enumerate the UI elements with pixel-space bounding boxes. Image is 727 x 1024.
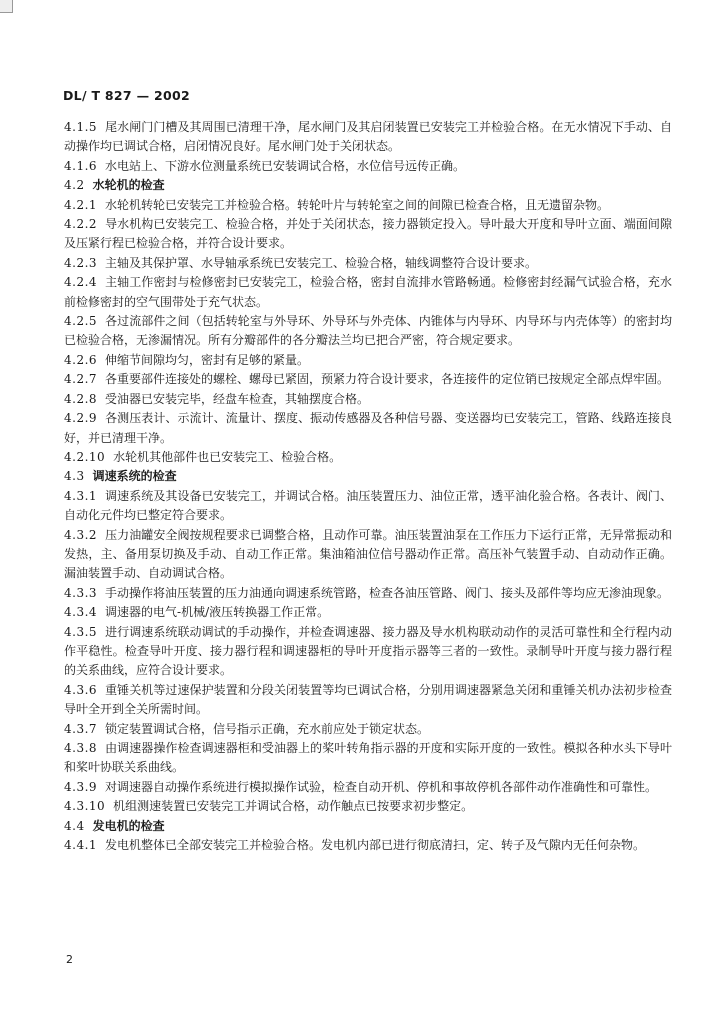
clause-text: 锁定装置调试合格，信号指示正确，充水前应处于锁定状态。 [105, 721, 430, 736]
clause-number: 4.3.4 [64, 605, 98, 620]
clause-paragraph [64, 390, 672, 409]
clause-paragraph [64, 273, 672, 312]
clause-text: 各重要部件连接处的螺栓、螺母已紧固，预紧力符合设计要求，各连接件的定位销已按规定全部点焊牢固。 [105, 372, 670, 387]
clause-number: 4.3.3 [64, 585, 98, 600]
clause-paragraph [64, 526, 672, 584]
clause-text: 水轮机其他部件也已安装完工、检验合格。 [113, 449, 342, 464]
clause-text: 对调速器自动操作系统进行模拟操作试验，检查自动开机、停机和事故停机各部件动作准确性和可靠性。 [105, 779, 658, 794]
section-title: 调速系统的检查 [92, 469, 177, 484]
clause-paragraph [64, 370, 672, 389]
clause-text: 调速器的电气-机械/液压转换器工作正常。 [105, 605, 330, 620]
clause-paragraph [64, 681, 672, 720]
clause-paragraph [64, 487, 672, 526]
clause-number: 4.3.6 [64, 682, 98, 697]
clause-text: 导水机构已安装完工、检验合格，并处于关闭状态，接力器锁定投入。导叶最大开度和导叶立面、端面间隙及压紧行程已检验合格，并符合设计要求。 [64, 217, 672, 251]
section-title: 水轮机的检查 [92, 178, 165, 193]
clause-paragraph [64, 603, 672, 622]
section-heading [64, 176, 672, 195]
clause-paragraph [64, 196, 672, 215]
section-heading [64, 467, 672, 486]
clause-paragraph [64, 623, 672, 681]
clause-paragraph [64, 836, 672, 855]
clause-number: 4.2.8 [64, 391, 98, 406]
clause-number: 4.3 [64, 469, 85, 484]
clause-text: 伸缩节间隙均匀，密封有足够的紧量。 [105, 352, 310, 367]
clause-number: 4.2 [64, 178, 85, 193]
clause-text: 各测压表计、示流计、流量计、摆度、振动传感器及各种信号器、变送器均已安装完工，管路、线路连接良好，并已清理干净。 [64, 411, 672, 445]
clause-text: 手动操作将油压装置的压力油通向调速系统管路，检查各油压管路、阀门、接头及部件等均应无渗油现象。 [105, 585, 670, 600]
document-body [64, 118, 672, 855]
clause-text: 由调速器操作检查调速器柜和受油器上的桨叶转角指示器的开度和实际开度的一致性。模拟各种水头下导叶和桨叶协联关系曲线。 [64, 741, 672, 775]
clause-number: 4.3.1 [64, 488, 98, 503]
clause-paragraph [64, 409, 672, 448]
clause-number: 4.2.2 [64, 217, 98, 232]
clause-number: 4.4.1 [64, 838, 98, 853]
clause-number: 4.3.10 [64, 799, 106, 814]
clause-paragraph [64, 778, 672, 797]
clause-text: 水轮机转轮已安装完工并检验合格。转轮叶片与转轮室之间的间隙已检查合格，且无遗留杂物。 [105, 197, 610, 212]
clause-paragraph [64, 351, 672, 370]
clause-text: 尾水闸门门槽及其周围已清理干净，尾水闸门及其启闭装置已安装完工并检验合格。在无水情况下手动、自动操作均已调试合格，启闭情况良好。尾水闸门处于关闭状态。 [64, 120, 672, 154]
clause-number: 4.1.6 [64, 158, 98, 173]
clause-number: 4.2.6 [64, 352, 98, 367]
clause-number: 4.3.7 [64, 721, 98, 736]
clause-number: 4.2.3 [64, 255, 98, 270]
clause-number: 4.2.5 [64, 314, 98, 329]
clause-paragraph [64, 584, 672, 603]
clause-paragraph [64, 312, 672, 351]
clause-text: 调速系统及其设备已安装完工，并调试合格。油压装置压力、油位正常，透平油化验合格。各表计、阀门、自动化元件均已整定符合要求。 [64, 488, 672, 523]
clause-text: 各过流部件之间（包括转轮室与外导环、外导环与外壳体、内锥体与内导环、内导环与内壳体等）的密封均已检验合格，无渗漏情况。所有分瓣部件的各分瓣法兰均已把合严密，符合规定要求。 [64, 314, 672, 348]
page-number: 2 [66, 953, 73, 966]
scan-corner-mark [0, 0, 13, 13]
clause-paragraph [64, 797, 672, 816]
clause-text: 水电站上、下游水位测量系统已安装调试合格，水位信号远传正确。 [105, 158, 466, 173]
clause-number: 4.2.1 [64, 197, 98, 212]
clause-paragraph [64, 215, 672, 254]
clause-text: 重锤关机等过速保护装置和分段关闭装置等均已调试合格，分别用调速器紧急关闭和重锤关机办法初步检查导叶全开到全关所需时间。 [64, 682, 672, 717]
clause-number: 4.3.5 [64, 624, 98, 639]
clause-text: 进行调速系统联动调试的手动操作，并检查调速器、接力器及导水机构联动动作的灵活可靠性和全行程内动作平稳性。检查导叶开度、接力器行程和调速器柜的导叶开度指示器等三者的一致性。录制导叶开度与接力器行程的关系曲线，应符合设计要求。 [64, 624, 672, 678]
clause-number: 4.2.4 [64, 275, 98, 290]
clause-number: 4.2.9 [64, 411, 98, 426]
clause-paragraph [64, 448, 672, 467]
clause-paragraph [64, 118, 672, 157]
clause-paragraph [64, 157, 672, 176]
clause-paragraph [64, 720, 672, 739]
clause-text: 受油器已安装完毕，经盘车检查，其轴摆度合格。 [105, 391, 370, 406]
clause-number: 4.2.10 [64, 449, 106, 464]
document-code-header: DL/ T 827 — 2002 [63, 88, 191, 103]
clause-number: 4.3.9 [64, 779, 98, 794]
clause-text: 主轴及其保护罩、水导轴承系统已安装完工、检验合格，轴线调整符合设计要求。 [105, 255, 538, 270]
section-heading [64, 817, 672, 836]
clause-paragraph [64, 739, 672, 778]
clause-number: 4.3.2 [64, 527, 98, 542]
clause-paragraph [64, 254, 672, 273]
clause-number: 4.4 [64, 818, 85, 833]
clause-text: 主轴工作密封与检修密封已安装完工，检验合格，密封自流排水管路畅通。检修密封经漏气试验合格，充水前检修密封的空气围带处于充气状态。 [64, 275, 672, 309]
clause-number: 4.2.7 [64, 372, 98, 387]
clause-number: 4.1.5 [64, 120, 98, 134]
clause-text: 压力油罐安全阀按规程要求已调整合格，且动作可靠。油压装置油泵在工作压力下运行正常，无异常振动和发热，主、备用泵切换及手动、自动工作正常。集油箱油位信号器动作正常。高压补气装置手动、自动动作正确。漏油装置手动、自动调试合格。 [64, 527, 672, 581]
clause-text: 机组测速装置已安装完工并调试合格，动作触点已按要求初步整定。 [113, 799, 474, 814]
clause-text: 发电机整体已全部安装完工并检验合格。发电机内部已进行彻底清扫，定、转子及气隙内无任何杂物。 [105, 838, 646, 853]
clause-number: 4.3.8 [64, 741, 98, 755]
section-title: 发电机的检查 [92, 818, 165, 833]
